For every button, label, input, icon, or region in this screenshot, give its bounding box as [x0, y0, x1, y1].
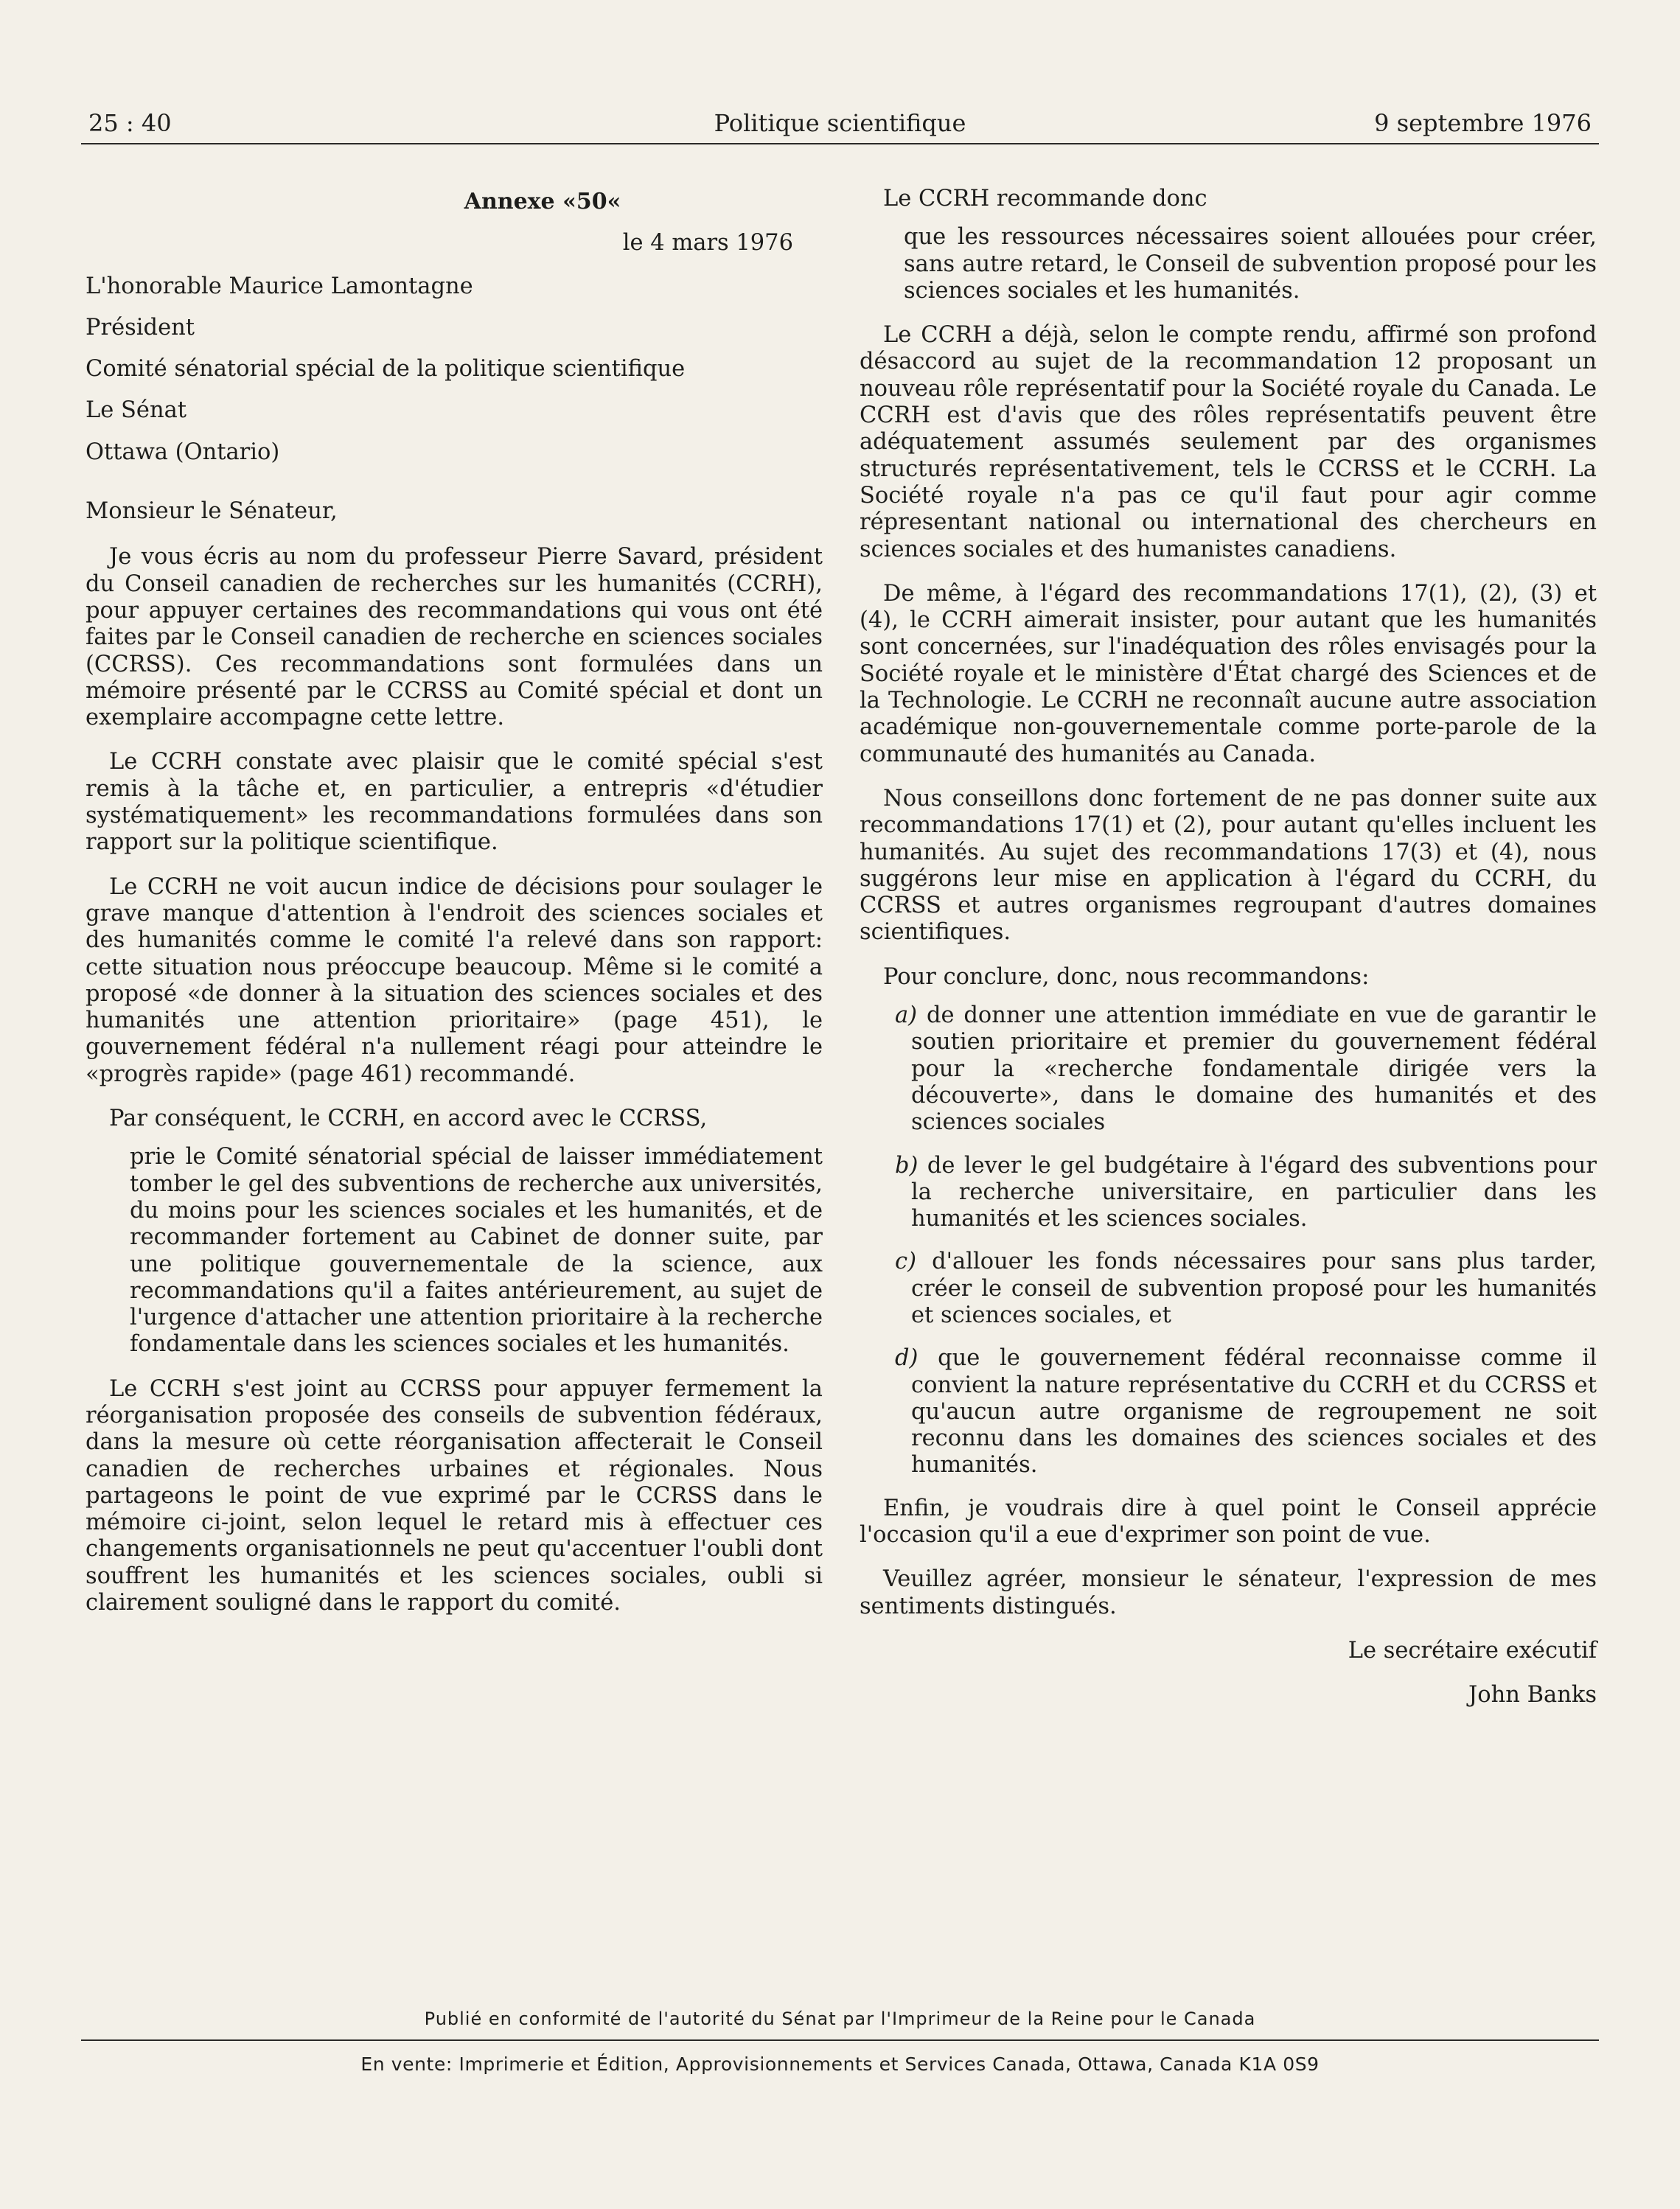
- recommendation-letter: a): [895, 1002, 918, 1029]
- body-paragraph: Nous conseillons donc fortement de ne pas donner suite aux recommandations 17(1) et (2), pour autant qu'elles incluent les humanités. Au sujet des recommandations 17(3) et (4), nous suggérons leur mise en application à l'égard du CCRH, du CCRSS et autres organismes regroupant d'autres domaines scientifiques.: [860, 785, 1597, 946]
- signature-name: John Banks: [1468, 1682, 1597, 1709]
- conclusion-intro: Pour conclure, donc, nous recommandons:: [883, 963, 1370, 990]
- closing-paragraph: Enfin, je voudrais dire à quel point le Conseil apprécie l'occasion qu'il a eue d'exprimer son point de vue.: [860, 1495, 1597, 1549]
- recommendation-item: [895, 1345, 1597, 1479]
- body-paragraph: Le CCRH constate avec plaisir que le comité spécial s'est remis à la tâche et, en particulier, a entrepris «d'étudier systématiquement» les recommandations formulées dans son rapport sur la politique scientifique.: [86, 749, 823, 856]
- salutation: Monsieur le Sénateur,: [86, 498, 338, 525]
- body-paragraph: Je vous écris au nom du professeur Pierre Savard, président du Conseil canadien de recherches sur les humanités (CCRH), pour appuyer certaines des recommandations qui vous ont été faites par le Conseil canadien de recherche en sciences sociales (CCRSS). Ces recommandations sont formulées dans un mémoire présenté par le CCRSS au Comité spécial et dont un exemplaire accompagne cette lettre.: [86, 544, 823, 731]
- page-number: 25 : 40: [88, 109, 172, 137]
- recommendation-item: [895, 1002, 1597, 1136]
- header-date: 9 septembre 1976: [1374, 109, 1592, 137]
- running-header: [81, 102, 1599, 144]
- recommendation-letter: c): [895, 1249, 916, 1275]
- consequence-text: prie le Comité sénatorial spécial de laisser immédiatement tomber le gel des subventions de recherche aux universités, du moins pour les sciences sociales et les humanités, et de recommander fortement au Cabinet de donner suite, par une politique gouvernementale de la science, aux recommandations qu'il a faites antérieurement, au sujet de l'urgence d'attacher une attention prioritaire à la recherche fondamentale dans les sciences sociales et les humanités.: [130, 1144, 823, 1358]
- recommendation-letter: b): [895, 1152, 919, 1179]
- recommendation-item: [895, 1249, 1597, 1329]
- footer-rule: [81, 2039, 1599, 2041]
- address-line: Le Sénat: [86, 397, 187, 424]
- recommend-block: [860, 224, 1597, 304]
- recommendation-list: [860, 1002, 1597, 1479]
- sale-line: En vente: Imprimerie et Édition, Approvisionnements et Services Canada, Ottawa, Canada K1A 0S9: [360, 2053, 1320, 2075]
- recommendation-item: [895, 1152, 1597, 1233]
- address-line: Comité sénatorial spécial de la politique scientifique: [86, 356, 686, 383]
- consequence-block: [86, 1144, 823, 1358]
- recommendation-text: de donner une attention immédiate en vue de garantir le soutien prioritaire et premier du gouvernement fédéral pour la «recherche fondamentale dirigée vers la découverte», dans le domaine des humanités et des sciences sociales: [911, 1002, 1597, 1136]
- publication-title: Politique scientifique: [714, 109, 966, 137]
- body-paragraph: Le CCRH s'est joint au CCRSS pour appuyer fermement la réorganisation proposée des conseils de subvention fédéraux, dans la mesure où cette réorganisation affecterait le Conseil canadien de recherches urbaines et régionales. Nous partageons le point de vue exprimé par le CCRSS dans le mémoire ci-joint, selon lequel le retard mis à effectuer ces changements organisationnels ne peut qu'accentuer l'oubli dont souffrent les humanités et les sciences sociales, oubli si clairement souligné dans le rapport du comité.: [86, 1375, 823, 1616]
- left-column: [86, 189, 823, 1634]
- address-line: Président: [86, 314, 195, 341]
- recommend-intro: Le CCRH recommande donc: [883, 186, 1207, 212]
- signature-title: Le secrétaire exécutif: [1348, 1637, 1597, 1664]
- imprint-line: Publié en conformité de l'autorité du Sénat par l'Imprimeur de la Reine pour le Canada: [424, 2009, 1256, 2029]
- address-line: L'honorable Maurice Lamontagne: [86, 273, 473, 299]
- body-paragraph: Le CCRH ne voit aucun indice de décisions pour soulager le grave manque d'attention à l'endroit des sciences sociales et des humanités comme le comité l'a relevé dans son rapport: cette situation nous préoccupe beaucoup. Même si le comité a proposé «de donner à la situation des sciences sociales et des humanités une attention prioritaire» (page 451), le gouvernement fédéral n'a nullement réagi pour atteindre le «progrès rapide» (page 461) recommandé.: [86, 873, 823, 1087]
- right-column: [860, 186, 1597, 1727]
- body-paragraph: Le CCRH a déjà, selon le compte rendu, affirmé son profond désaccord au sujet de la recommandation 12 proposant un nouveau rôle représentatif pour la Société royale du Canada. Le CCRH est d'avis que des rôles représentatifs peuvent être adéquatement assumés seulement par des organismes structurés représentativement, tels le CCRSS et le CCRH. La Société royale n'a pas ce qu'il faut pour agir comme répresentant national ou international des chercheurs en sciences sociales et des humanistes canadiens.: [860, 322, 1597, 562]
- consequence-intro: Par conséquent, le CCRH, en accord avec le CCRSS,: [109, 1106, 708, 1132]
- recommendation-letter: d): [895, 1345, 919, 1372]
- recommendation-text: de lever le gel budgétaire à l'égard des subventions pour la recherche universitaire, en particulier dans les humanités et les sciences sociales.: [911, 1152, 1597, 1232]
- body-paragraph: De même, à l'égard des recommandations 17(1), (2), (3) et (4), le CCRH aimerait insister, pour autant que les humanités sont concernées, sur l'inadéquation des rôles envisagés pour la Société royale et le ministère d'État chargé des Sciences et de la Technologie. Le CCRH ne reconnaît aucune autre association académique non-gouvernementale comme porte-parole de la communauté des humanités au Canada.: [860, 580, 1597, 767]
- recommendation-text: d'allouer les fonds nécessaires pour sans plus tarder, créer le conseil de subvention proposé pour les humanités et sciences sociales, et: [911, 1249, 1597, 1328]
- letter-date: le 4 mars 1976: [622, 230, 793, 257]
- closing-paragraph: Veuillez agréer, monsieur le sénateur, l'expression de mes sentiments distingués.: [860, 1566, 1597, 1619]
- recommendation-text: que le gouvernement fédéral reconnaisse comme il convient la nature représentative du CCRH et du CCRSS et qu'aucun autre organisme de regroupement ne soit reconnu dans les domaines des sciences sociales et des humanités.: [911, 1345, 1597, 1479]
- address-line: Ottawa (Ontario): [86, 439, 280, 465]
- annex-title: Annexe «50«: [464, 189, 621, 214]
- recommend-text: que les ressources nécessaires soient allouées pour créer, sans autre retard, le Conseil de subvention proposé pour les sciences sociales et les humanités.: [904, 224, 1597, 304]
